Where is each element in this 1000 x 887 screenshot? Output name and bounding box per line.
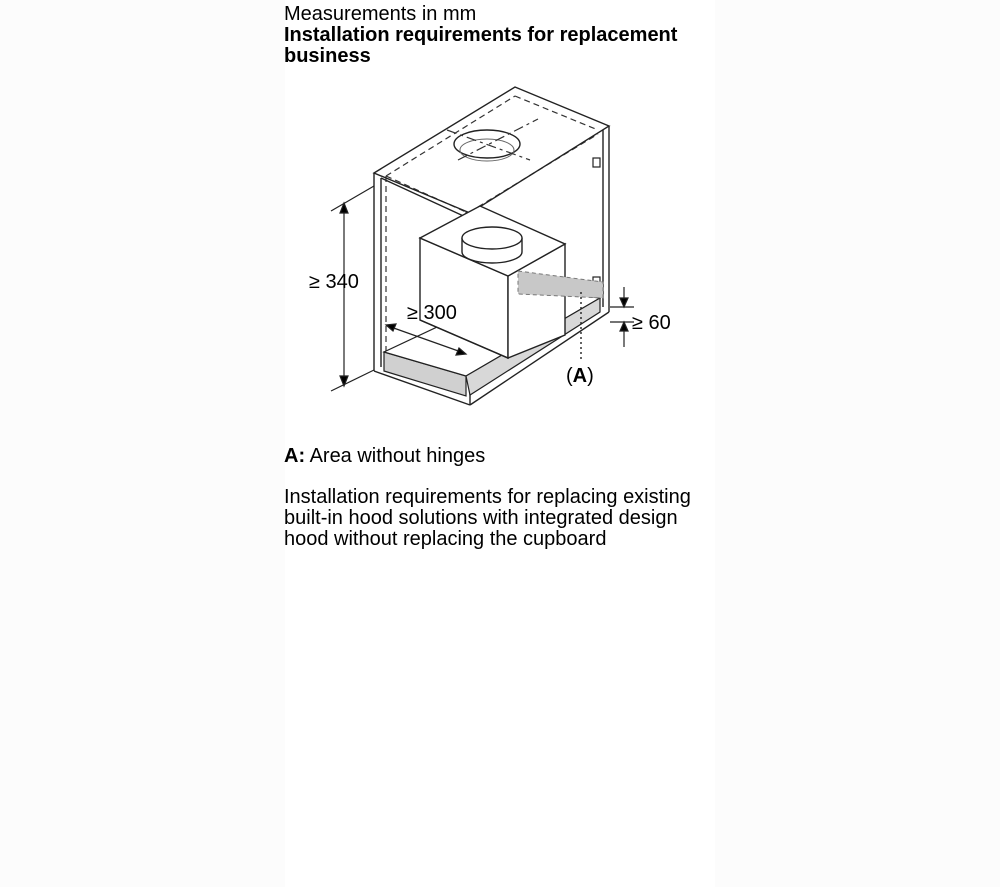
legend-key: A: <box>284 445 306 467</box>
installation-description: Installation requirements for replacing existing built-in hood solutions with integrated design hood without replacing the cupboard <box>284 486 691 550</box>
page-title: Installation requirements for replacement business <box>284 24 678 67</box>
dimension-gap-label: ≥ 60 <box>632 312 671 334</box>
dimension-depth-label: ≥ 300 <box>407 302 457 324</box>
callout-a-label: (A) <box>566 365 594 387</box>
hinge-marks <box>593 158 600 286</box>
dimension-gap <box>610 287 634 347</box>
legend-description: Area without hinges <box>309 445 486 467</box>
measurement-unit-note: Measurements in mm <box>284 3 477 25</box>
legend-section <box>284 446 724 550</box>
dimension-height-label: ≥ 340 <box>309 271 359 293</box>
top-duct-opening <box>447 119 538 161</box>
legend-item-a <box>284 446 724 467</box>
hood-duct <box>462 227 522 263</box>
